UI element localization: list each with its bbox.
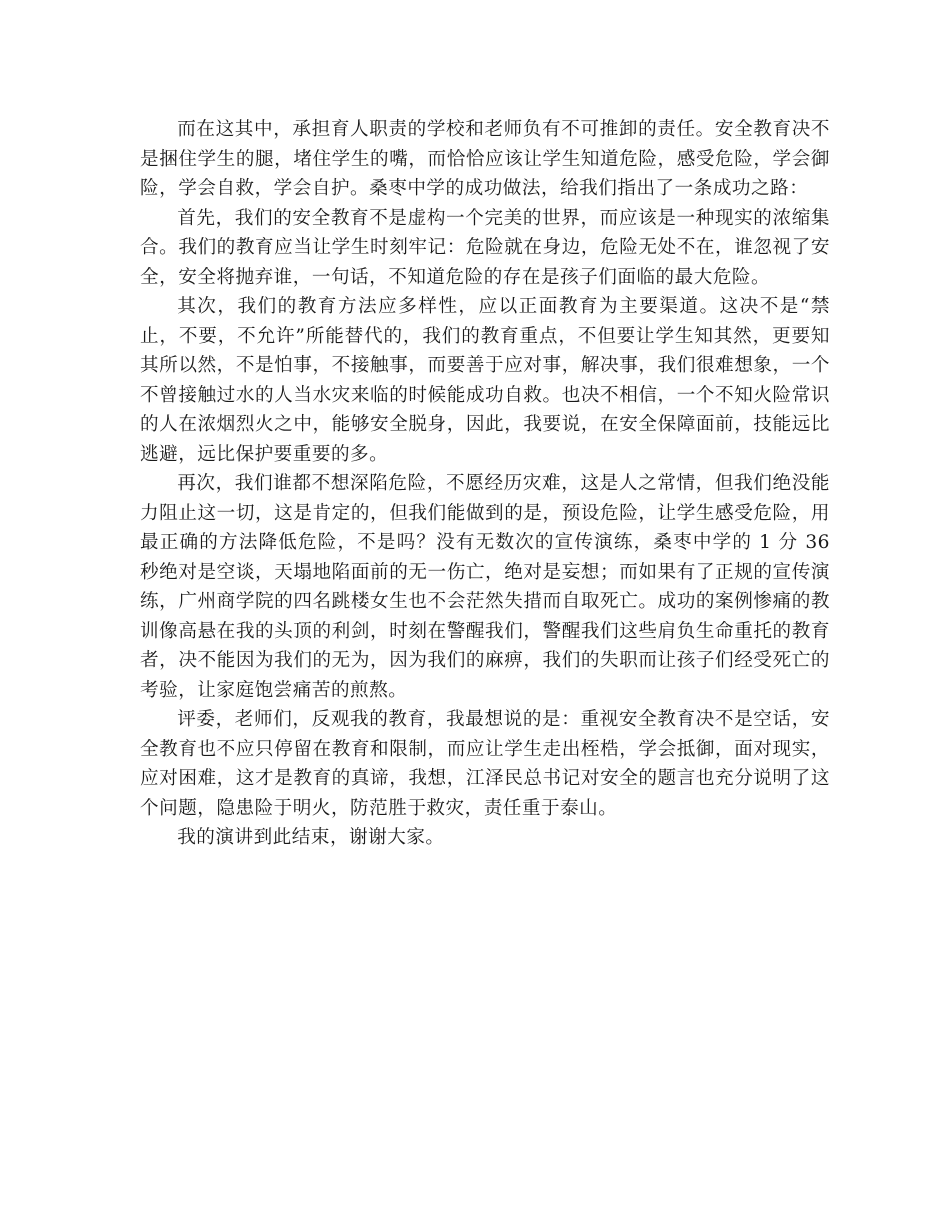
paragraph-school-responsibility: 而在这其中，承担育人职责的学校和老师负有不可推卸的责任。安全教育决不是捆住学生的腿，堵住学生的嘴，而恰恰应该让学生知道危险，感受危险，学会御险，学会自救，学会自护。桑枣中学的成功做法，给我们指出了一条成功之路：	[140, 119, 830, 199]
document-page	[140, 115, 830, 853]
paragraph-conclusion: 评委，老师们，反观我的教育，我最想说的是：重视安全教育决不是空话，安全教育也不应只停留在教育和限制，而应让学生走出桎梏，学会抵御，面对现实，应对困难，这才是教育的真谛，我想，江泽民总书记对安全的题言也充分说明了这个问题，隐患险于明火，防范胜于救灾，责任重于泰山。	[140, 709, 830, 819]
paragraph-second-point: 其次，我们的教育方法应多样性，应以正面教育为主要渠道。这决不是“禁止，不要，不允许”所能替代的，我们的教育重点，不但要让学生知其然，更要知其所以然，不是怕事，不接触事，而要善于应对事，解决事，我们很难想象，一个不曾接触过水的人当水灾来临的时候能成功自救。也决不相信，一个不知火险常识的人在浓烟烈火之中，能够安全脱身，因此，我要说，在安全保障面前，技能远比逃避，远比保护要重要的多。	[140, 296, 830, 465]
paragraph-third-point: 再次，我们谁都不想深陷危险，不愿经历灾难，这是人之常情，但我们绝没能力阻止这一切，这是肯定的，但我们能做到的是，预设危险，让学生感受危险，用最正确的方法降低危险，不是吗？没有无数次的宣传演练，桑枣中学的 1 分 36 秒绝对是空谈，天塌地陷面前的无一伤亡，绝对是妄想；而如果有了正规的宣传演练，广州商学院的四名跳楼女生也不会茫然失措而自取死亡。成功的案例惨痛的教训像高悬在我的头顶的利剑，时刻在警醒我们，警醒我们这些肩负生命重托的教育者，决不能因为我们的无为，因为我们的麻痹，我们的失职而让孩子们经受死亡的考验，让家庭饱尝痛苦的煎熬。	[140, 473, 830, 701]
paragraph-closing: 我的演讲到此结束，谢谢大家。	[177, 827, 445, 848]
paragraph-first-point: 首先，我们的安全教育不是虚构一个完美的世界，而应该是一种现实的浓缩集合。我们的教育应当让学生时刻牢记：危险就在身边，危险无处不在，谁忽视了安全，安全将抛弃谁，一句话，不知道危险的存在是孩子们面临的最大危险。	[140, 207, 830, 288]
